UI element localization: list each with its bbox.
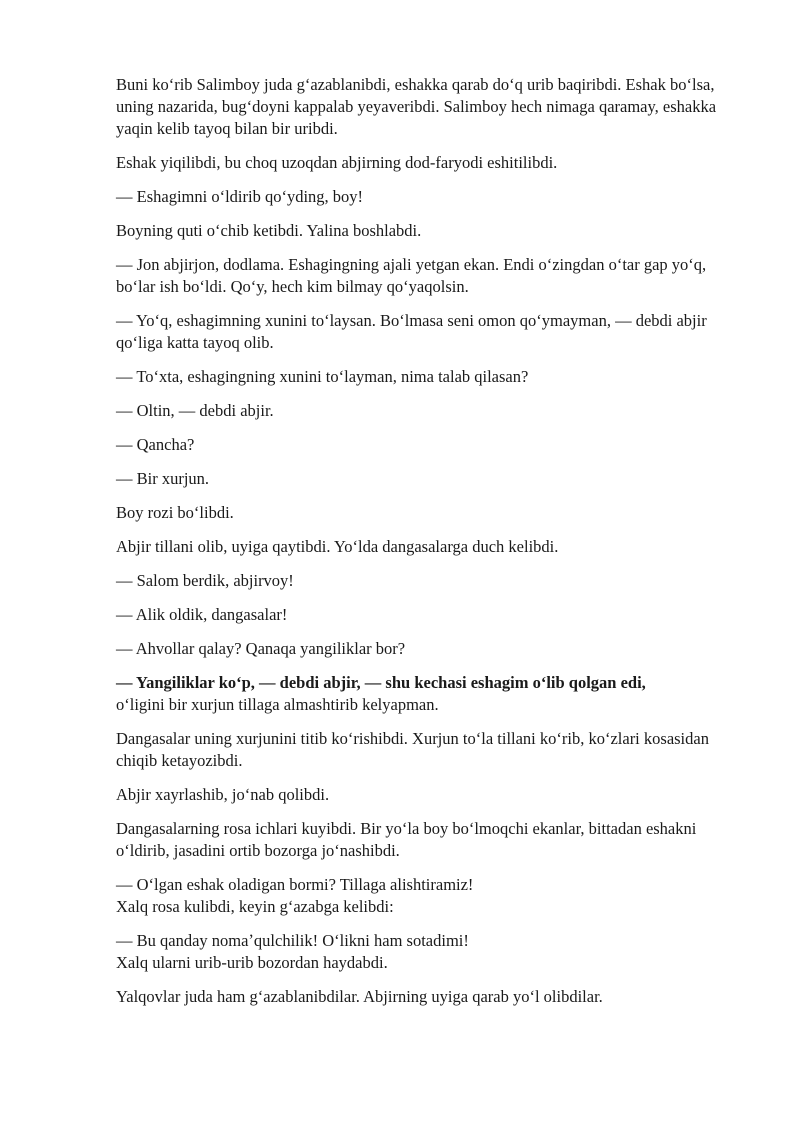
dialogue-line: — Eshagimni oʻldirib qoʻyding, boy! (116, 187, 364, 206)
document-page (116, 74, 726, 1020)
dialogue-line: — Ahvollar qalay? Qanaqa yangiliklar bor? (116, 639, 406, 658)
dialogue-line: — Jon abjirjon, dodlama. Eshagingning ajali yetgan ekan. Endi oʻzingdan oʻtar gap yoʻq, boʻlar ish boʻldi. Qoʻy, hech kim bilmay qoʻyaqolsin. (116, 255, 707, 296)
paragraph: Dangasalar uning xurjunini titib koʻrishibdi. Xurjun toʻla tillani koʻrib, koʻzlari kosasidan chiqib ketayozibdi. (116, 729, 709, 770)
dialogue-line: — Oltin, — debdi abjir. (116, 401, 274, 420)
paragraph: Boyning quti oʻchib ketibdi. Yalina boshlabdi. (116, 221, 422, 240)
dialogue-line: — Qancha? (116, 435, 195, 454)
paragraph: Dangasalarning rosa ichlari kuyibdi. Bir yoʻla boy boʻlmoqchi ekanlar, bittadan eshakni oʻldirib, jasadini ortib bozorga joʻnashibdi. (116, 819, 697, 860)
dialogue-line: — Yoʻq, eshagimning xunini toʻlaysan. Boʻlmasa seni omon qoʻymayman, — debdi abjir qoʻliga katta tayoq olib. (116, 311, 707, 352)
regular-text: oʻligini bir xurjun tillaga almashtirib kelyapman. (116, 695, 439, 714)
paragraph: Abjir tillani olib, uyiga qaytibdi. Yoʻlda dangasalarga duch kelibdi. (116, 537, 559, 556)
paragraph: Eshak yiqilibdi, bu choq uzoqdan abjirning dod-faryodi eshitilibdi. (116, 153, 558, 172)
dialogue-line: — Salom berdik, abjirvoy! (116, 571, 294, 590)
paragraph: Yalqovlar juda ham gʻazablanibdilar. Abjirning uyiga qarab yoʻl olibdilar. (116, 987, 603, 1006)
paragraph: Boy rozi boʻlibdi. (116, 503, 234, 522)
dialogue-line: — Bir xurjun. (116, 469, 210, 488)
paragraph: Buni koʻrib Salimboy juda gʻazablanibdi, eshakka qarab doʻq urib baqiribdi. Eshak boʻlsa, uning nazarida, bugʻdoyni kappalab yeyaveribdi. Salimboy hech nimaga qaramay, eshakka yaqin kelib tayoq bilan bir uribdi. (116, 75, 717, 138)
paragraph: Abjir xayrlashib, joʻnab qolibdi. (116, 785, 330, 804)
bold-text: — Yangiliklar koʻp, — debdi abjir, — shu kechasi eshagim oʻlib qolgan edi, (116, 673, 646, 692)
mixed-dialogue-line (116, 672, 726, 716)
dialogue-line: — Oʻlgan eshak oladigan bormi? Tillaga alishtiramiz! Xalq rosa kulibdi, keyin gʻazabga kelibdi: (116, 875, 474, 916)
dialogue-line: — Toʻxta, eshagingning xunini toʻlayman, nima talab qilasan? (116, 367, 529, 386)
dialogue-line: — Alik oldik, dangasalar! (116, 605, 288, 624)
dialogue-line: — Bu qanday nomaʼqulchilik! Oʻlikni ham sotadimi! Xalq ularni urib-urib bozordan haydabdi. (116, 931, 469, 972)
